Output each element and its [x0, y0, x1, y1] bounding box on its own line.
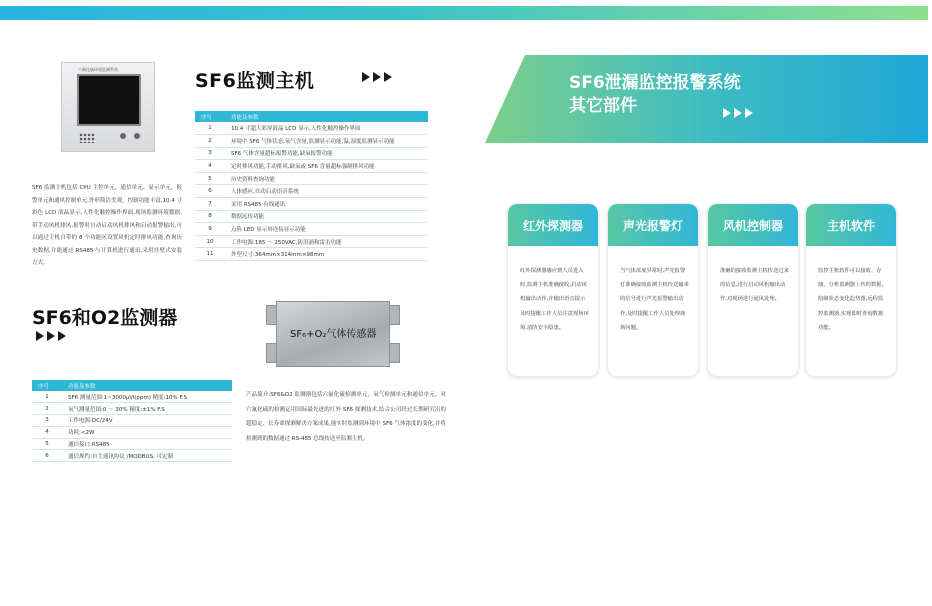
- arrow-right-icon: [734, 108, 742, 118]
- row-function: 通信接口:RS485: [62, 438, 232, 450]
- card-text: 红外探测器感应到人员进入时,监测主机准确接收,启动风机输出动作,并输出语音提示及时提醒工作人员注意现场环境,消防安全隐患。: [520, 268, 589, 331]
- status-led: [120, 133, 126, 139]
- row-index: 2: [195, 135, 225, 148]
- card-alarm-light: [607, 203, 699, 377]
- row-index: 1: [32, 391, 62, 403]
- device-panel-label: 六氟化硫环境监测系统: [78, 67, 118, 72]
- row-function: 功耗:<2W: [62, 426, 232, 438]
- arrow-right-icon: [384, 72, 392, 82]
- triple-arrow-icon: [362, 72, 392, 82]
- host-description: SF6 监测主机包括 CPU 主控单元、通信单元、显示单元、报警单元和通风控制单元,外形简洁美观。控制功能丰富,10.4 寸彩色 LCD 液晶显示,人性化触控操作界面,现场监测环境数据,带手动风机排风,报警时自动启动风机排风和启动报警输出,可以通过主机自带的 8 个功能区设置风机定时排风功能,查询历史数据,并能通过 RS485 与计算机进行通讯,采用挂壁式安装方式。: [32, 185, 182, 266]
- row-index: 3: [32, 415, 62, 427]
- card-text: 准确的接收监测主机传送过来的信息,进行启动风机输出动作,对现场进行通风处理。: [720, 268, 789, 303]
- table-row: [195, 248, 428, 261]
- arrow-right-icon: [58, 331, 66, 341]
- card-title: 声光报警灯: [608, 204, 698, 246]
- row-function: 历史资料查询功能: [225, 172, 428, 185]
- row-function: 人体感应,自动启动语音系统: [225, 185, 428, 198]
- table-row: [195, 223, 428, 236]
- speaker-grille: [79, 133, 95, 143]
- table-row: [195, 198, 428, 211]
- column-header-function: 功能及参数: [62, 380, 232, 391]
- row-index: 6: [195, 185, 225, 198]
- table-row: [32, 415, 232, 427]
- row-index: 4: [32, 426, 62, 438]
- row-function: 外型尺寸:364mm×314mm×98mm: [225, 248, 428, 261]
- banner-title: [569, 72, 789, 118]
- status-led: [134, 133, 140, 139]
- card-text: 监控主机软件可以接收、存储、分析监测器上传的数据,绘制状态变化趋势图,远程监控监测器,实现即时查询数据功能。: [818, 268, 884, 331]
- row-index: 3: [195, 147, 225, 160]
- arrow-right-icon: [745, 108, 753, 118]
- row-index: 6: [32, 450, 62, 462]
- row-index: 5: [195, 172, 225, 185]
- banner-title-line1: SF6泄漏监控报警系统: [569, 73, 741, 93]
- table-row: [195, 172, 428, 185]
- row-index: 2: [32, 403, 62, 415]
- card-infrared-detector: [507, 203, 599, 377]
- table-header-row: [195, 111, 428, 122]
- row-index: 10: [195, 235, 225, 248]
- row-function: 环境中 SF6 气体状态,氧气含量,监测显示功能,温,湿度监测显示功能: [225, 135, 428, 148]
- lcd-screen: [77, 74, 141, 126]
- row-index: 9: [195, 223, 225, 236]
- column-header-function: 功能及参数: [225, 111, 428, 122]
- table-row: [195, 160, 428, 173]
- row-function: 氧气测量范围:0 ～ 30% 精度:±1% F.S: [62, 403, 232, 415]
- row-index: 11: [195, 248, 225, 261]
- table-row: [195, 185, 428, 198]
- row-index: 8: [195, 210, 225, 223]
- row-function: SF6 测量范围:1~3000μl/l(ppm) 精度:10% F.S: [62, 391, 232, 403]
- card-title: 红外探测器: [508, 204, 598, 246]
- row-index: 5: [32, 438, 62, 450]
- arrow-right-icon: [362, 72, 370, 82]
- arrow-right-icon: [36, 331, 44, 341]
- host-section-title: SF6监测主机: [195, 70, 315, 92]
- table-row: [195, 122, 428, 135]
- table-row: [32, 438, 232, 450]
- arrow-right-icon: [47, 331, 55, 341]
- top-gradient-bar: [0, 6, 928, 20]
- row-index: 4: [195, 160, 225, 173]
- card-host-software: [805, 203, 897, 377]
- card-text: 当气体浓度异常时,声光报警灯准确接收监测主机传送输来的信号进行声光报警输出动作,及时提醒工作人员处理现场问题。: [620, 268, 689, 331]
- row-index: 1: [195, 122, 225, 135]
- table-row: [32, 403, 232, 415]
- host-spec-table: [195, 111, 428, 261]
- row-function: 采用 RS485 有线通讯: [225, 198, 428, 211]
- row-function: SF6 气体含量超标报警功能,缺氧报警功能: [225, 147, 428, 160]
- table-row: [32, 426, 232, 438]
- triple-arrow-icon: [36, 331, 66, 341]
- triple-arrow-icon: [723, 108, 753, 118]
- table-header-row: [32, 380, 232, 391]
- card-title: 主机软件: [806, 204, 896, 246]
- o2-section-title: SF6和O2监测器: [32, 307, 178, 329]
- sensor-label: SF₆+O₂气体传感器: [290, 329, 377, 340]
- monitor-host-image: [61, 62, 155, 152]
- row-function: 定时排风功能,手动排风,缺氧或 SF6 含量超标强制排风功能: [225, 160, 428, 173]
- card-fan-controller: [707, 203, 799, 377]
- gas-sensor-image: [262, 295, 404, 373]
- table-row: [32, 450, 232, 462]
- row-function: 工作电源:DC/24V: [62, 415, 232, 427]
- table-row: [195, 135, 428, 148]
- row-index: 7: [195, 198, 225, 211]
- table-row: [32, 391, 232, 403]
- o2-description: 产品简介:SF6&O2 监测器包括六氟化硫检测单元、氧气检测单元和通信单元。对六氟化硫的检测运用国际最先进的红外 SF6 探测技术,结合公司经过长期研究出的超稳定、长寿命探测解决方案成果,能实时监测到环境中 SF6 气体浓度的变化,并将检测到的数据通过 RS-485 总线传送至监测主机。: [246, 392, 446, 442]
- row-function: 点阵 LED 显示屏连接显示功能: [225, 223, 428, 236]
- banner-title-line2: 其它部件: [569, 96, 637, 116]
- card-title: 风机控制器: [708, 204, 798, 246]
- arrow-right-icon: [373, 72, 381, 82]
- row-function: 工作电源:185 ～ 250VAC,防浪涌和雷击功能: [225, 235, 428, 248]
- table-row: [195, 235, 428, 248]
- column-header-index: 序号: [32, 380, 62, 391]
- column-header-index: 序号: [195, 111, 225, 122]
- arrow-right-icon: [723, 108, 731, 118]
- o2-spec-table: [32, 380, 232, 462]
- row-function: 数据远传功能: [225, 210, 428, 223]
- row-function: 10.4 寸超大彩屏液晶 LCD 显示,人性化触控操作界面: [225, 122, 428, 135]
- table-row: [195, 210, 428, 223]
- table-row: [195, 147, 428, 160]
- row-function: 通信规约:自主通讯协议 /MODBUS, 可定制: [62, 450, 232, 462]
